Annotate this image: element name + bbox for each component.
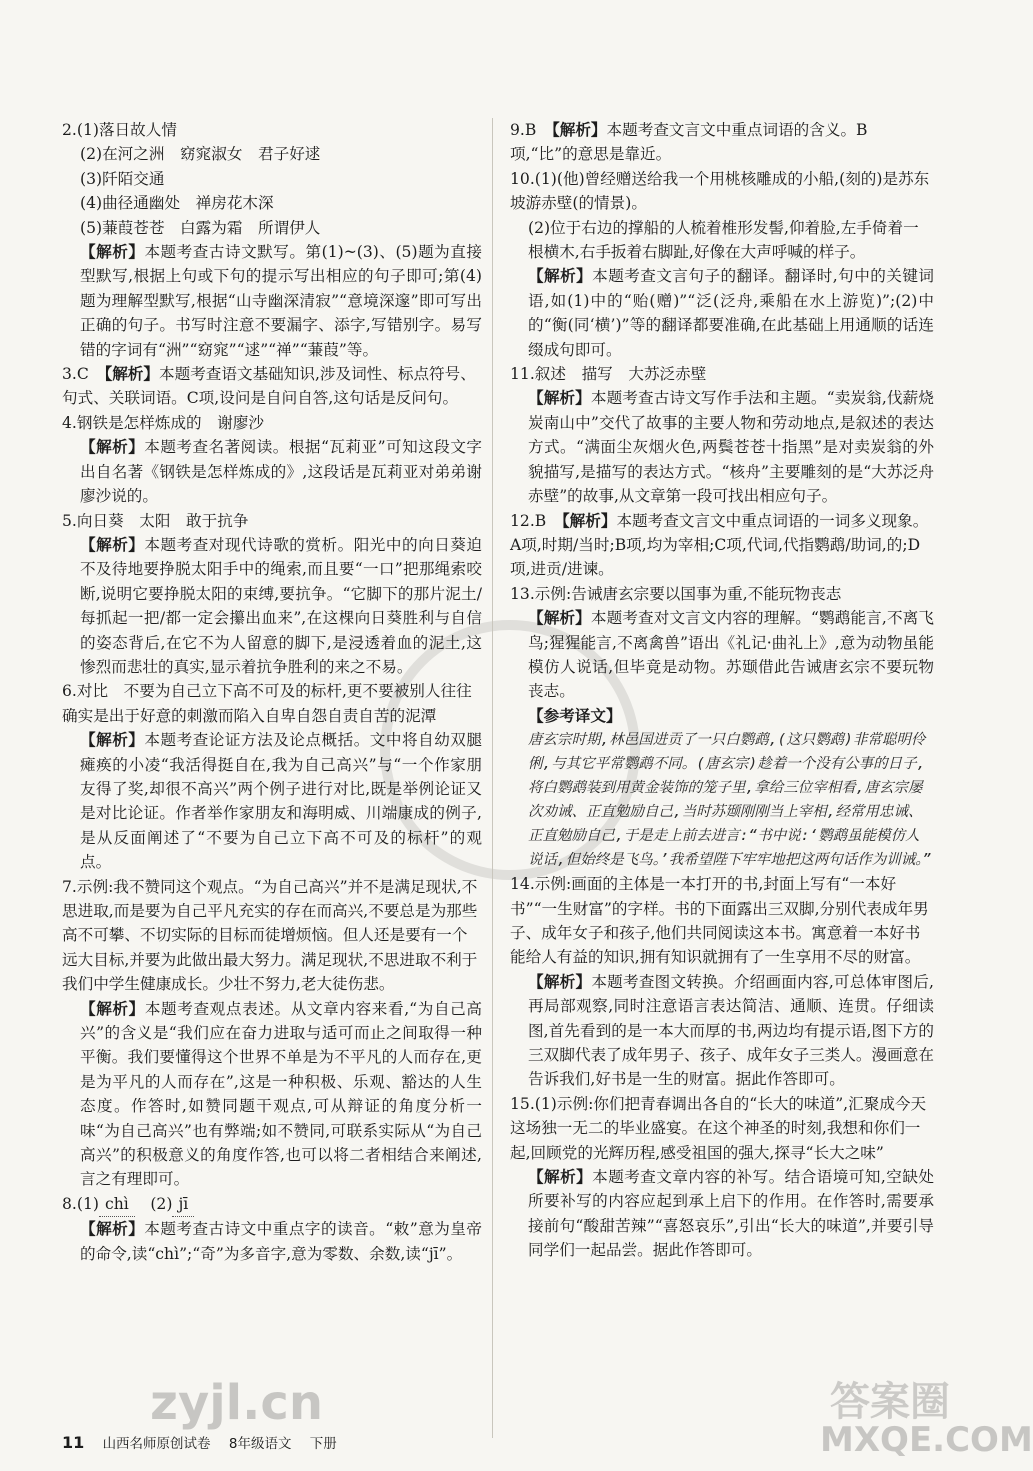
q13-expl-text: 本题考查对文言文内容的理解。“鹦鹉能言,不离飞鸟;猩猩能言,不离禽兽”语出《礼记·曲礼上》,意为动物虽能模仿人说话,但毕竟是动物。苏颋借此告诫唐玄宗不要玩物丧志。 (528, 609, 934, 701)
q8-explanation (62, 1217, 482, 1266)
q5-explanation (62, 533, 482, 679)
q11-expl-text: 本题考查古诗文写作手法和主题。“卖炭翁,伐薪烧炭南山中”交代了故事的主要人物和劳动地点,是叙述的表达方式。“满面尘灰烟火色,两鬓苍苍十指黑”是对卖炭翁的外貌描写,是描写的表达方式。“核舟”主要雕刻的是“大苏泛舟赤壁”的故事,从文章第一段可找出相应句子。 (528, 389, 934, 506)
analysis-tag: 【解析】 (80, 437, 145, 457)
answer-q7 (62, 875, 482, 1192)
answer-q10 (510, 167, 934, 362)
analysis-tag: 【解析】 (80, 998, 145, 1018)
reference-translation-title: 【参考译文】 (528, 705, 622, 725)
page-number: 11 (62, 1433, 85, 1452)
q9-expl-text: 本题考查文言文中重点词语的含义。B项,“比”的意思是靠近。 (510, 121, 868, 164)
answer-q13 (510, 582, 934, 872)
volume-label: 下册 (309, 1436, 337, 1452)
q12-answer-text: 12.B (510, 511, 547, 530)
q4-answer: 4.钢铁是怎样炼成的 谢廖沙 (62, 413, 265, 432)
q8-prefix: 8.(1) (62, 1194, 99, 1213)
q12-answer (510, 509, 934, 582)
q14-expl-text: 本题考查图文转换。介绍画面内容,可总体审图后,再局部观察,同时注意语言表达简洁、通顺、连贯。仔细读图,首先看到的是一本大而厚的书,两边均有提示语,图下方的三双脚代表了成年男子、孩子、成年女子三类人。漫画意在告诉我们,好书是一生的财富。据此作答即可。 (528, 972, 934, 1089)
q12-expl-text: 本题考查文言文中重点词语的一词多义现象。A项,时期/当时;B项,均为宰相;C项,代词,代指鹦鹉/助词,的;D项,进贡/进谏。 (510, 511, 929, 579)
watermark-brand-right: 答案圈 (830, 1379, 950, 1425)
q7-explanation (62, 997, 482, 1192)
q10-expl-text: 本题考查文言句子的翻译。翻译时,句中的关键词语,如(1)中的“贻(赠)”“泛(泛舟,乘船在水上游览)”;(2)中的“衡(同‘横’)”等的翻译都要准确,在此基础上用通顺的话连缀成句即可。 (528, 267, 934, 359)
right-column (510, 118, 934, 1263)
analysis-tag: 【解析】 (528, 971, 592, 991)
answer-q6 (62, 679, 482, 874)
q3-answer-text: 3.C (62, 365, 89, 384)
analysis-tag: 【解析】 (80, 730, 145, 750)
q10-line-1: 10.(1)(他)曾经赠送给我一个用桃核雕成的小船,(刻的)是苏东坡游赤壁(的情景)。 (510, 169, 930, 213)
q14-answer: 14.示例:画面的主体是一本打开的书,封面上写有“一本好书”“一生财富”的字样。书的下面露出三双脚,分别代表成年男子、成年女子和孩子,他们共同阅读这本书。寓意着一本好书能给人有益的知识,拥有知识就拥有了一生享用不尽的财富。 (510, 875, 929, 967)
q6-explanation (62, 728, 482, 874)
q2-explanation (62, 240, 482, 362)
q2-expl-text: 本题考查古诗文默写。第(1)~(3)、(5)题为直接型默写,根据上句或下句的提示写出相应的句子即可;第(4)题为理解型默写,根据“山寺幽深清寂”“意境深邃”即可写出正确的句子。书写时注意不要漏字、添字,写错别字。易写错的字词有“洲”“窈窕”“逑”“禅”“蒹葭”等。 (80, 243, 482, 359)
q13-answer: 13.示例:告诫唐玄宗要以国事为重,不能玩物丧志 (510, 584, 842, 603)
book-title: 山西名师原创试卷 (102, 1436, 211, 1452)
left-column (62, 118, 482, 1266)
q5-answer: 5.向日葵 太阳 敢于抗争 (62, 511, 249, 530)
analysis-tag: 【解析】 (551, 120, 607, 139)
q8-answer (62, 1192, 482, 1217)
q15-answer: 15.(1)示例:你们把青春调出各自的“长大的味道”,汇聚成今天这场独一无二的毕业盛宴。在这个神圣的时刻,我想和你们一起,回顾党的光辉历程,感受祖国的强大,探寻“长大之味” (510, 1094, 927, 1162)
watermark-site-right: MXQE.COM (820, 1420, 1033, 1460)
answer-q14 (510, 872, 934, 1092)
analysis-tag: 【解析】 (80, 242, 145, 262)
answer-q2 (62, 118, 482, 362)
analysis-tag: 【解析】 (104, 364, 159, 384)
q11-explanation (510, 386, 934, 508)
q14-explanation (510, 970, 934, 1092)
analysis-tag: 【解析】 (528, 1167, 593, 1187)
answer-q4 (62, 411, 482, 509)
page-footer (62, 1432, 351, 1452)
q8-pinyin-1: chì (99, 1192, 135, 1217)
q3-expl-text: 本题考查语文基础知识,涉及词性、标点符号、句式、关联词语。C项,设问是自问自答,这句话是反问句。 (62, 365, 476, 408)
q8-mid: (2) (150, 1194, 173, 1213)
analysis-tag: 【解析】 (528, 388, 591, 408)
answer-q9 (510, 118, 934, 167)
q6-answer: 6.对比 不要为自己立下高不可及的标杆,更不要被别人往往确实是出于好意的刺激而陷入自卑自怨自责自苦的泥潭 (62, 682, 472, 725)
q10-explanation (510, 264, 934, 362)
q5-expl-text: 本题考查对现代诗歌的赏析。阳光中的向日葵迫不及待地要挣脱太阳手中的绳索,而且要“一口”把那绳索咬断,说明它要挣脱太阳的束缚,要抗争。“它脚下的那片泥土/每抓起一把/都一定会攥出血来”,在这棵向日葵胜利与自信的姿态背后,在它不为人留意的脚下,是浸透着血的泥土,这惨烈而悲壮的真实,显示着抗争胜利的来之不易。 (80, 535, 482, 676)
q9-answer (510, 118, 934, 167)
q2-line-3: (3)阡陌交通 (80, 169, 165, 188)
q6-expl-text: 本题考查论证方法及论点概括。文中将自幼双腿瘫痪的小凌“我活得挺自在,我为自己高兴”与“一个作家朋友得了奖,却很不高兴”两个例子进行对比,既是举例论证又是对比论证。作者举作家朋友和海明威、川端康成的例子,是从反面阐述了“不要为自己立下高不可及的标杆”的观点。 (80, 731, 482, 872)
answer-q12 (510, 509, 934, 582)
q10-line-2: (2)位于右边的撑船的人梳着椎形发髻,仰着脸,左手倚着一根横木,右手扳着右脚趾,好像在大声呼喊的样子。 (528, 218, 919, 262)
analysis-tag: 【解析】 (528, 266, 593, 286)
q2-line-5: (5)蒹葭苍苍 白露为霜 所谓伊人 (80, 218, 321, 237)
reference-translation: 唐玄宗时期,林邑国进贡了一只白鹦鹉,(这只鹦鹉)非常聪明伶俐,与其它平常鹦鹉不同。(唐玄宗)趁着一个没有公事的日子,将白鹦鹉装到用黄金装饰的笼子里,拿给三位宰相看,唐玄宗屡次劝诫、正直勉励自己,当时苏颋刚刚当上宰相,经常用忠诫、正直勉励自己,于是走上前去进言:“书中说:‘鹦鹉虽能模仿人说话,但始终是飞鸟。’我希望陛下牢牢地把这两句话作为训诫。” (528, 732, 932, 869)
q8-pinyin-2: jī (172, 1192, 194, 1217)
q3-answer (62, 362, 482, 411)
q8-expl-text: 本题考查古诗文中重点字的读音。“敕”意为皇帝的命令,读“chì”;“奇”为多音字,意为零数、余数,读“jī”。 (80, 1220, 482, 1263)
analysis-tag: 【解析】 (80, 534, 145, 554)
q11-answer: 11.叙述 描写 大苏泛赤壁 (510, 365, 707, 384)
column-divider (492, 118, 493, 1438)
q4-expl-text: 本题考查名著阅读。根据“瓦莉亚”可知这段文字出自名著《钢铁是怎样炼成的》,这段话是瓦莉亚对弟弟谢廖沙说的。 (80, 438, 482, 506)
q15-expl-text: 本题考查文章内容的补写。结合语境可知,空缺处所要补写的内容应起到承上启下的作用。在作答时,需要承接前句“酸甜苦辣”“喜怒哀乐”,引出“长大的味道”,并要引导同学们一起品尝。据此作答即可。 (528, 1168, 934, 1260)
q2-line-2: (2)在河之洲 窈窕淑女 君子好逑 (80, 145, 321, 164)
grade-label: 8年级语文 (228, 1436, 292, 1452)
q7-answer: 7.示例:我不赞同这个观点。“为自己高兴”并不是满足现状,不思进取,而是要为自己平凡充实的存在而高兴,不要总是为那些高不可攀、不切实际的目标而徒增烦恼。但人还是要有一个远大目标,并要为此做出最大努力。满足现状,不思进取不利于我们中学生健康成长。少壮不努力,老大徒伤悲。 (62, 877, 478, 994)
answer-q11 (510, 362, 934, 508)
answer-q15 (510, 1092, 934, 1263)
q7-expl-text: 本题考查观点表述。从文章内容来看,“为自己高兴”的含义是“我们应在奋力进取与适可而止之间取得一种平衡。我们要懂得这个世界不单是为不平凡的人而存在,更是为平凡的人而存在”,这是一种积极、乐观、豁达的人生态度。作答时,如赞同题干观点,可从辩证的角度分析一味“为自己高兴”也有弊端;如不赞同,可联系实际从“为自己高兴”的积极意义的角度作答,也可以将二者相结合来阐述,言之有理即可。 (80, 999, 482, 1189)
q9-answer-text: 9.B (510, 121, 537, 139)
answer-q5 (62, 509, 482, 680)
q4-explanation (62, 435, 482, 508)
q2-line-1: 2.(1)落日故人情 (62, 121, 177, 139)
analysis-tag: 【解析】 (80, 1219, 145, 1239)
q13-explanation (510, 606, 934, 704)
q15-explanation (510, 1165, 934, 1263)
watermark-site-left: zyjl.cn (150, 1375, 323, 1431)
analysis-tag: 【解析】 (561, 510, 617, 530)
q2-line-4: (4)曲径通幽处 禅房花木深 (80, 194, 274, 213)
answer-q3 (62, 362, 482, 411)
analysis-tag: 【解析】 (528, 608, 591, 628)
answer-q8 (62, 1192, 482, 1266)
